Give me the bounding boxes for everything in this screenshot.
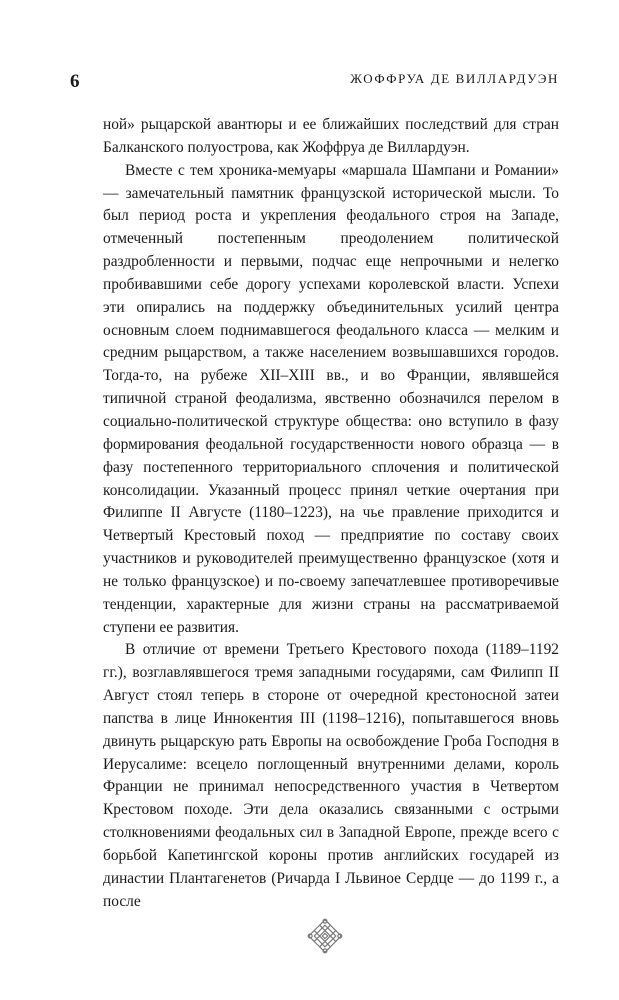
running-head: ЖОФФРУА ДЕ ВИЛЛАРДУЭН — [350, 71, 559, 86]
body-text — [103, 114, 559, 914]
paragraph-2: Вместе с тем хроника-мемуары «маршала Шампани и Романии» — замечательный памятник французской исторической мысли. То был период роста и укрепления феодального строя на Западе, отмеченный постепенным преодолением политической раздробленности и первыми, подчас еще непрочными и нелегко пробивавшими себе дорогу успехами королевской власти. Успехи эти опирались на поддержку объединительных усилий центра основным слоем поднимавшегося феодального класса — мелким и средним рыцарством, а также населением возвышавшихся городов. Тогда-то, на рубеже XII–XIII вв., и во Франции, являвшейся типичной страной феодализма, явственно обозначился перелом в социально-политической структуре общества: оно вступило в фазу формирования феодальной государственности нового образца — в фазу постепенного территориального сплочения и политической консолидации. Указанный процесс принял четкие очертания при Филиппе II Августе (1180–1223), на чье правление приходится и Четвертый Крестовый поход — предприятие по составу своих участников и руководителей преимущественно французское (хотя и не только французское) и по-своему запечатлевшее противоречивые тенденции, характерные для жизни страны на рассматриваемой ступени ее развития. — [103, 161, 559, 636]
paragraph-1: ной» рыцарской авантюры и ее ближайших последствий для стран Балканского полуострова, как Жоффруа де Виллардуэн. — [103, 116, 559, 156]
page-number: 6 — [70, 71, 80, 92]
paragraph-3: В отличие от времени Третьего Крестового похода (1189–1192 гг.), возглавлявшегося тремя западными государями, сам Филипп II Август стоял теперь в стороне от очередной крестоносной затеи папства в лице Иннокентия III (1198–1216), попытавшегося вновь двинуть рыцарскую рать Европы на освобождение Гроба Господня в Иерусалиме: всецело поглощенный внутренними делами, король Франции не принимал непосредственного участия в Четвертом Крестовом походе. Эти дела оказались связанными с острыми столкновениями феодальных сил в Западной Европе, прежде всего с борьбой Капетингской короны против английских государей из династии Плантагенетов (Ричарда I Львиное Сердце — до 1199 г., а после — [103, 641, 559, 910]
knot-ornament-icon — [307, 918, 343, 954]
